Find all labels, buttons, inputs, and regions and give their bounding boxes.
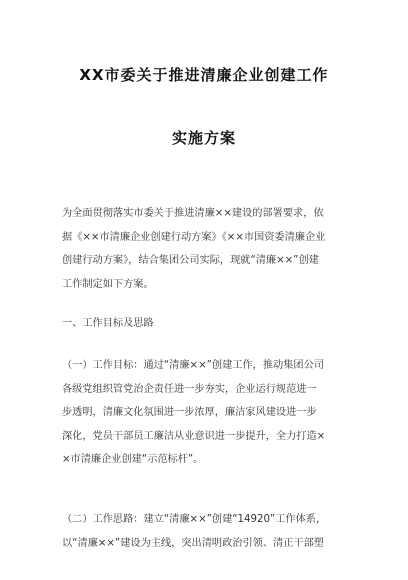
section-heading-text: 一、工作目标及思路 [62, 318, 154, 329]
intro-line: 为全面贯彻落实市委关于推进清廉××建设的部署要求，依 [62, 208, 324, 219]
intro-line: 据《××市清廉企业创建行动方案》《××市国资委清廉企业 [62, 231, 326, 243]
goal-paragraph [62, 354, 352, 472]
goal-line: 步透明，清廉文化氛围进一步浓厚，廉洁家风建设进一步 [62, 407, 317, 418]
document-title-line-1: XX市委关于推进清廉企业创建工作 [79, 66, 329, 84]
intro-paragraph [62, 202, 352, 296]
section-heading [62, 312, 352, 336]
goal-line: （一）工作目标：通过“清廉××”创建工作，推动集团公司 [62, 360, 324, 371]
goal-line: 深化，党员干部员工廉洁从业意识进一步提升，全力打造× [62, 430, 326, 442]
intro-line: 工作制定如下方案。 [62, 278, 154, 290]
idea-line: （二）工作思路：建立“清廉××”创建“14920”工作体系， [62, 514, 327, 525]
document-title-line-2: 实施方案 [171, 129, 236, 147]
goal-line: 各级党组织管党治企责任进一步夯实，企业运行规范进一 [62, 383, 317, 395]
idea-paragraph [62, 508, 352, 555]
idea-line: 以“清廉××”建设为主线，突出清明政治引领、清正干部塑 [62, 537, 324, 549]
intro-line: 创建行动方案》，结合集团公司实际，现就“清廉××”创建 [62, 255, 319, 266]
goal-line: ×市清廉企业创建“示范标杆”。 [62, 454, 204, 465]
